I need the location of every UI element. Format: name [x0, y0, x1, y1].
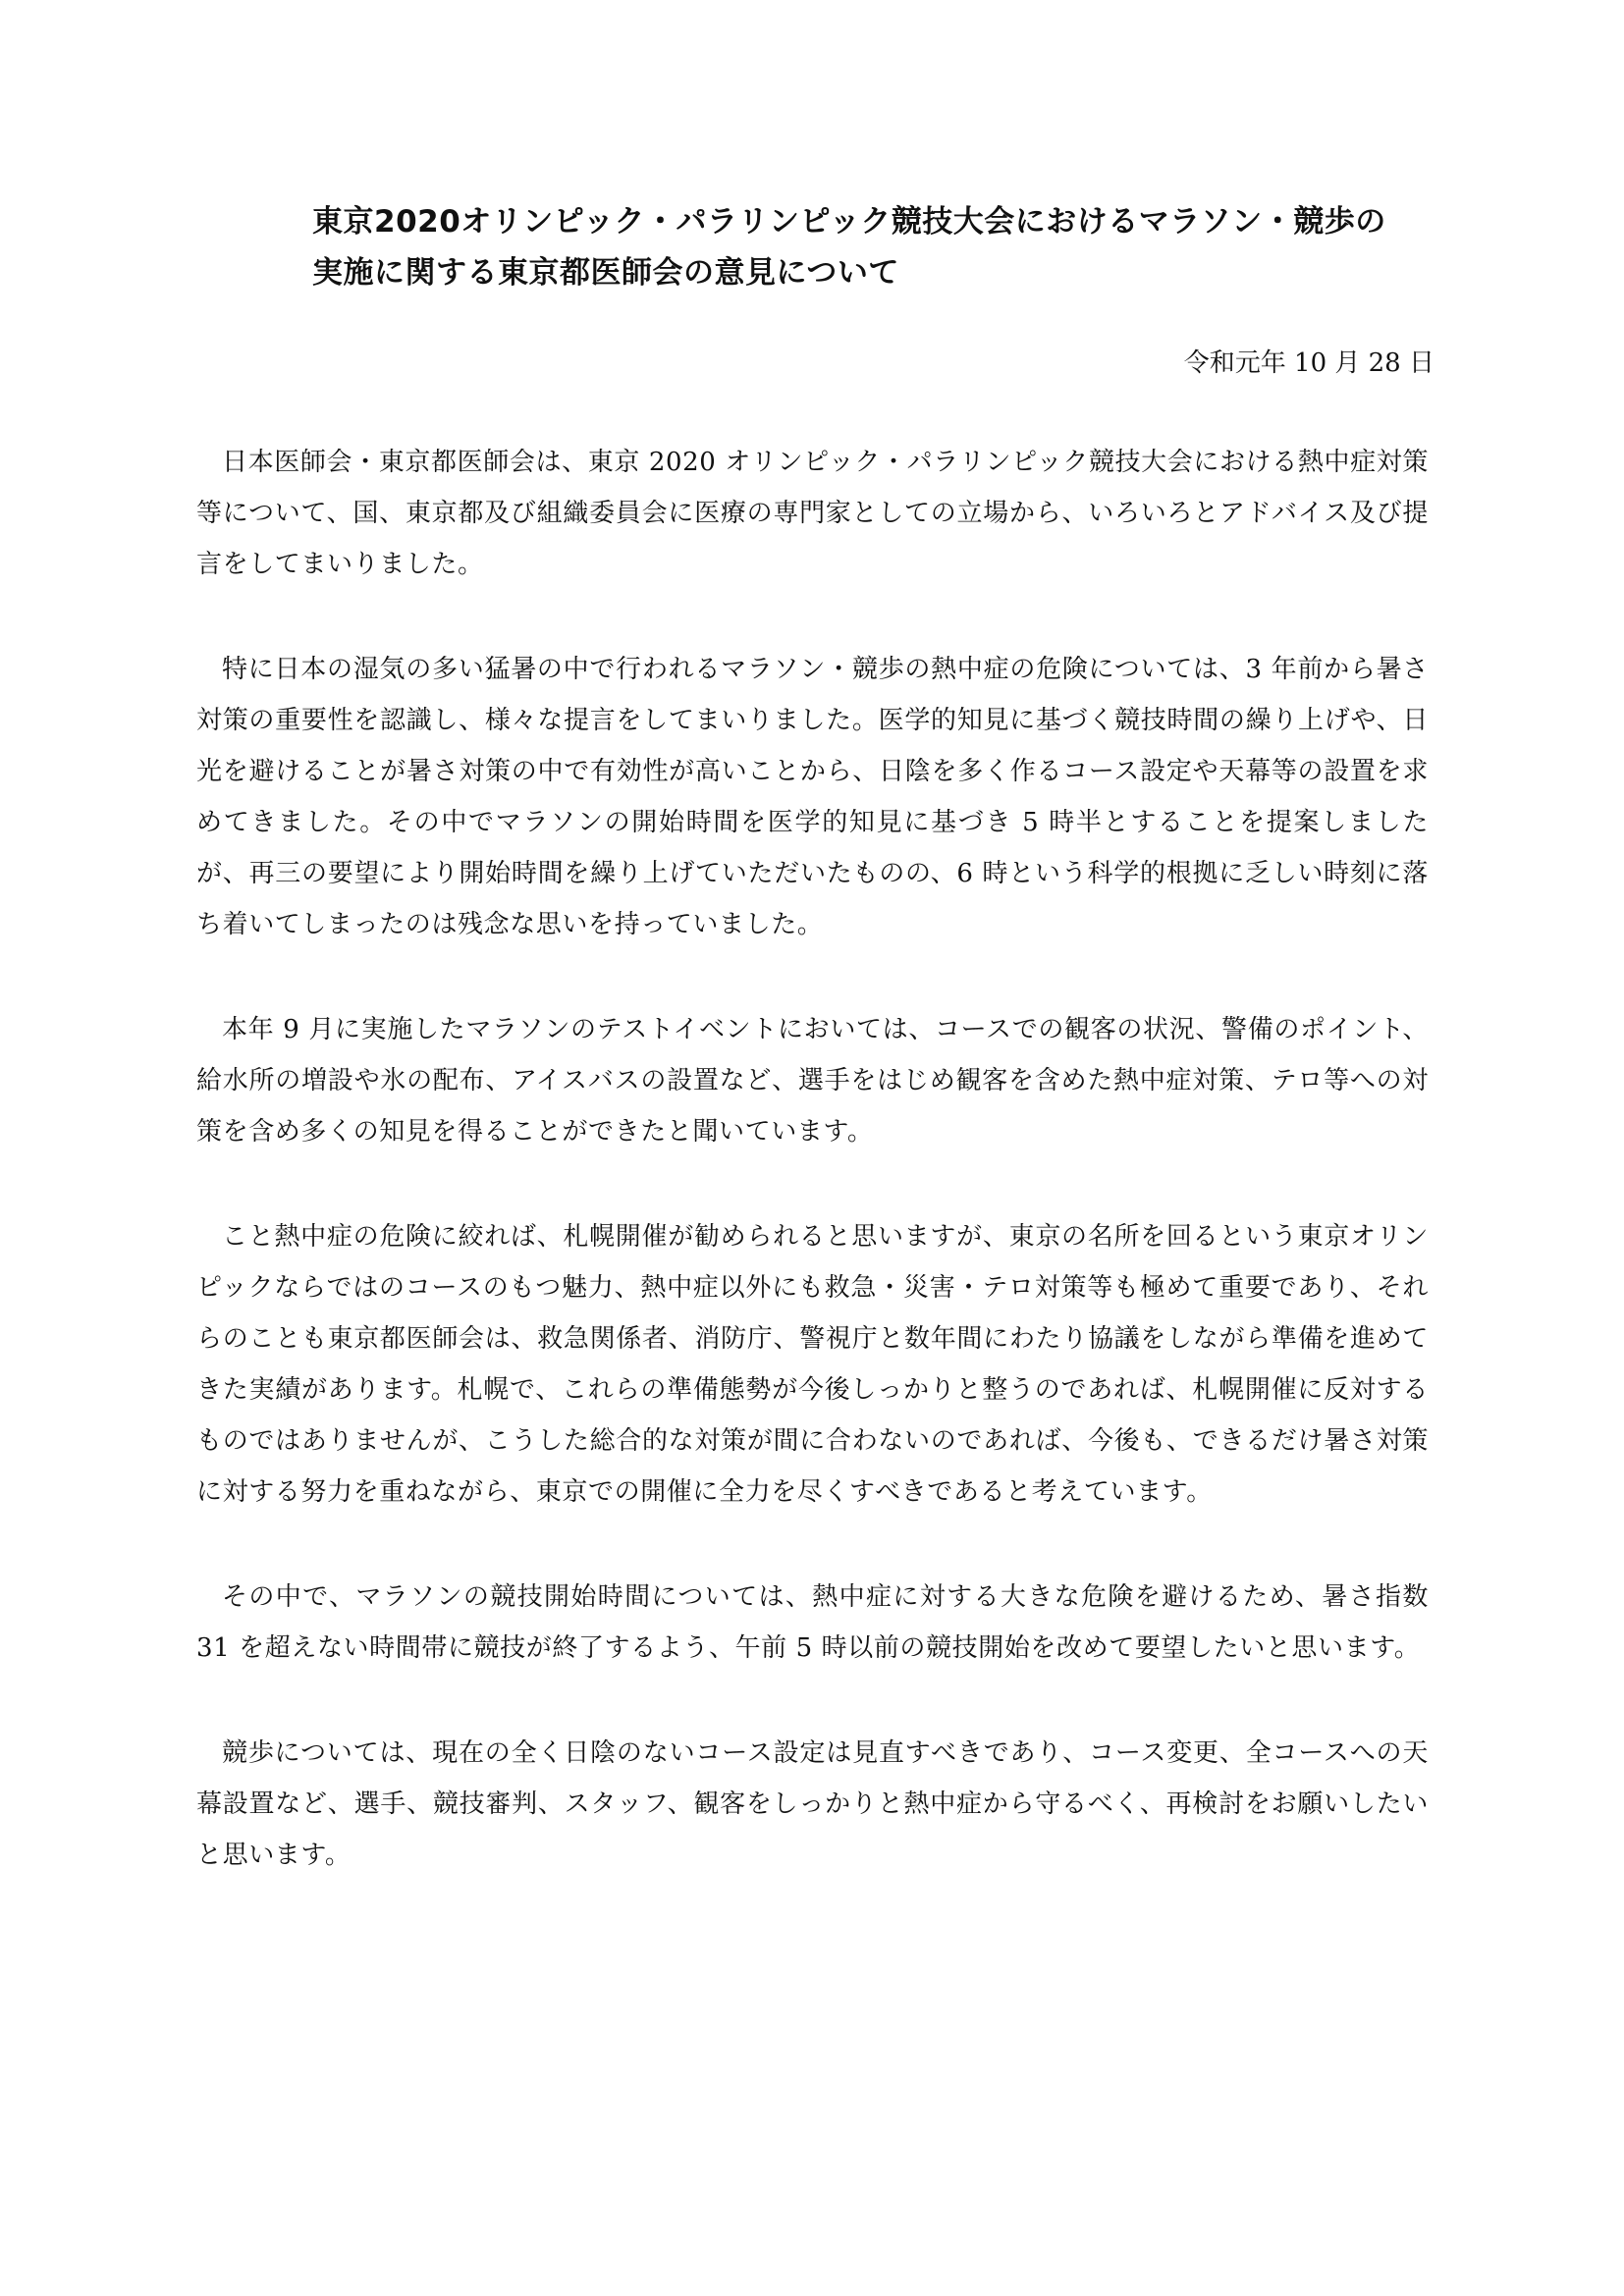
paragraph-1: 日本医師会・東京都医師会は、東京 2020 オリンピック・パラリンピック競技大会における熱中症対策等について、国、東京都及び組織委員会に医療の専門家としての立場から、いろいろとアドバイス及び提言をしてまいりました。	[196, 448, 1429, 579]
paragraph-5: その中で、マラソンの競技開始時間については、熱中症に対する大きな危険を避けるため、暑さ指数 31 を超えない時間帯に競技が終了するよう、午前 5 時以前の競技開始を改めて要望したいと思います。	[196, 1582, 1429, 1663]
paragraph-3: 本年 9 月に実施したマラソンのテストイベントにおいては、コースでの観客の状況、警備のポイント、給水所の増設や氷の配布、アイスバスの設置など、選手をはじめ観客を含めた熱中症対策、テロ等への対策を含め多くの知見を得ることができたと聞いています。	[196, 1015, 1429, 1147]
title-line-2: 実施に関する東京都医師会の意見について	[312, 255, 899, 291]
paragraph-4: こと熱中症の危険に絞れば、札幌開催が勧められると思いますが、東京の名所を回るという東京オリンピックならではのコースのもつ魅力、熱中症以外にも救急・災害・テロ対策等も極めて重要であり、それらのことも東京都医師会は、救急関係者、消防庁、警視庁と数年間にわたり協議をしながら準備を進めてきた実績があります。札幌で、これらの準備態勢が今後しっかりと整うのであれば、札幌開催に反対するものではありませんが、こうした総合的な対策が間に合わないのであれば、今後も、できるだけ暑さ対策に対する努力を重ねながら、東京での開催に全力を尽くすべきであると考えています。	[196, 1222, 1429, 1507]
document-title	[312, 196, 1392, 298]
paragraph-6: 競歩については、現在の全く日陰のないコース設定は見直すべきであり、コース変更、全コースへの天幕設置など、選手、競技審判、スタッフ、観客をしっかりと熱中症から守るべく、再検討をお願いしたいと思います。	[196, 1738, 1429, 1870]
document-body	[196, 437, 1429, 1935]
document-date: 令和元年 10 月 28 日	[1183, 348, 1435, 378]
title-line-1: 東京2020オリンピック・パラリンピック競技大会におけるマラソン・競歩の	[312, 204, 1386, 240]
paragraph-2: 特に日本の湿気の多い猛暑の中で行われるマラソン・競歩の熱中症の危険については、3 年前から暑さ対策の重要性を認識し、様々な提言をしてまいりました。医学的知見に基づく競技時間の繰り上げや、日光を避けることが暑さ対策の中で有効性が高いことから、日陰を多く作るコース設定や天幕等の設置を求めてきました。その中でマラソンの開始時間を医学的知見に基づき 5 時半とすることを提案しましたが、再三の要望により開始時間を繰り上げていただいたものの、6 時という科学的根拠に乏しい時刻に落ち着いてしまったのは残念な思いを持っていました。	[196, 655, 1429, 939]
